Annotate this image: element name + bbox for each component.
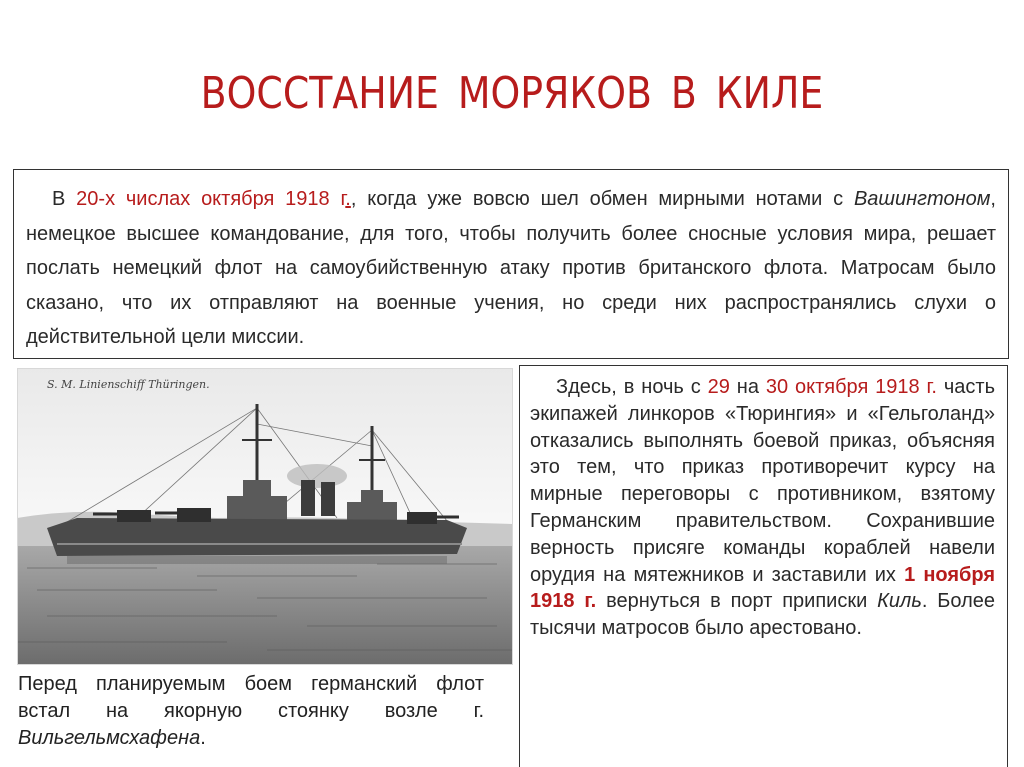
caption-text-2: . (200, 727, 206, 749)
intro-paragraph (26, 182, 996, 355)
intro-text-2: , когда уже вовсю шел обмен мирными нотами с (350, 188, 854, 210)
hull (47, 518, 467, 556)
story-text-5: . Более тысячи матросов было арестовано. (530, 590, 996, 640)
intro-date: 20-х числах октября 1918 г (76, 188, 346, 210)
story-text-box (519, 365, 1008, 767)
story-text-3: часть экипажей линкоров «Тюрингия» и «Гельголанд» отказались выполнять боевой приказ, объясняя это тем, что приказ противоречит курсу на мирные переговоры с противником, взятому Германским правительством. Сохранившие верность присяге команды кораблей навели орудия на мятежников и заставили их (530, 376, 996, 586)
intro-text-3: , немецкое высшее командование, для того, чтобы получить более сносные условия мира, решает послать немецкий флот на самоубийственную атаку против британского флота. Матросам было сказано, что их отправляют на военные учения, но среди них распространялись слухи о действительной цели миссии. (26, 188, 996, 348)
story-paragraph (530, 374, 995, 642)
battleship-illustration (17, 368, 513, 665)
story-date-29: 29 (707, 376, 730, 398)
story-text-1: Здесь, в ночь с (556, 376, 708, 398)
story-date-30: 30 октября 1918 г. (765, 376, 937, 398)
ship-reflection (67, 556, 447, 564)
story-place: Киль (877, 590, 922, 613)
intro-date-dot: . (345, 188, 351, 210)
battleship-photo (17, 368, 513, 665)
story-date-nov1: 1 ноября 1918 г. (530, 563, 995, 613)
caption-text-1: Перед планируемым боем германский флот встал на якорную стоянку возле г. (18, 673, 484, 722)
photo-inscription: S. M. Linienschiff Thüringen. (47, 378, 210, 391)
intro-place: Вашингтоном (853, 188, 991, 210)
slide-title: ВОССТАНИЕ МОРЯКОВ В КИЛЕ (200, 68, 824, 119)
story-text-4: вернуться в порт приписки (596, 590, 878, 613)
intro-text-box (13, 169, 1009, 359)
intro-text-1: В (52, 188, 77, 210)
caption-place: Вильгельмсхафена (18, 727, 201, 749)
photo-caption (18, 671, 484, 752)
story-text-2: на (729, 376, 766, 398)
